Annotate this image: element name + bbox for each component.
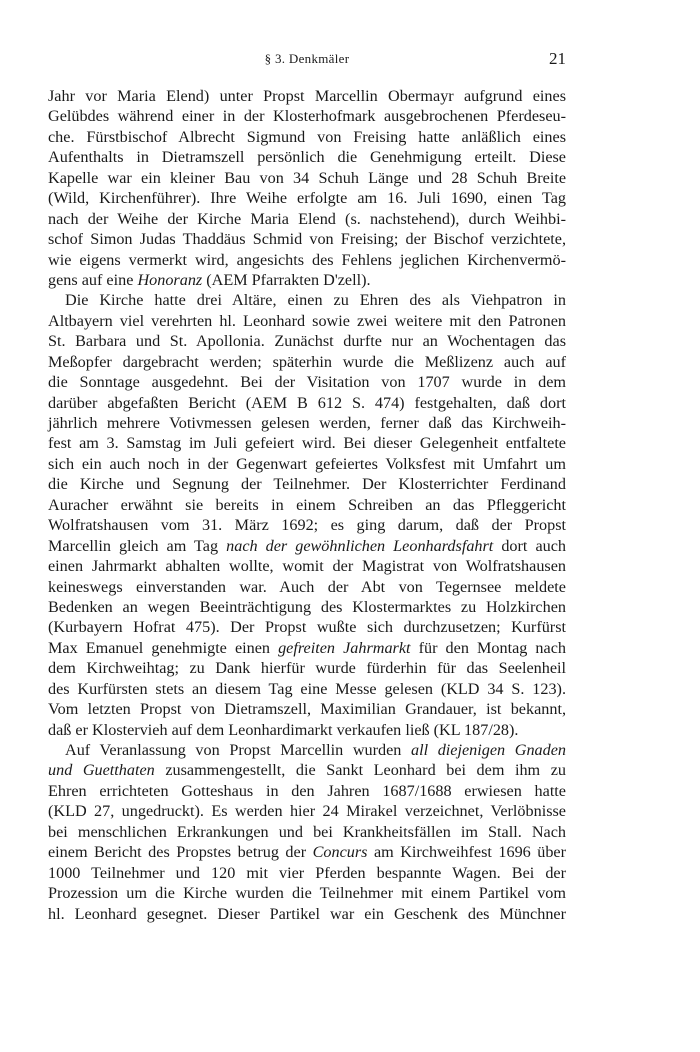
- text-run: gens auf eine: [48, 270, 138, 289]
- text-run: Bedenken an wegen Beeinträchtigung des Klostermarktes zu Holzkirchen: [48, 597, 566, 616]
- text-run: dort auch: [493, 536, 567, 555]
- text-line: [48, 352, 566, 372]
- text-line: [48, 740, 566, 760]
- text-run: Marcellin gleich am Tag: [48, 536, 227, 555]
- text-line: [48, 883, 566, 903]
- text-line: [48, 699, 566, 719]
- text-line: [48, 106, 566, 126]
- italic-phrase: gefreiten Jahrmarkt: [278, 638, 411, 657]
- text-line: [48, 842, 566, 862]
- text-line: [48, 515, 566, 535]
- text-run: hl. Leonhard gesegnet. Dieser Partikel war ein Geschenk des Münchner: [48, 904, 566, 923]
- italic-phrase: Concurs: [312, 843, 368, 862]
- text-line: [48, 904, 566, 924]
- text-run: che. Fürstbischof Albrecht Sigmund von Freising hatte anläßlich eines: [48, 127, 566, 146]
- text-run: Die Kirche hatte drei Altäre, einen zu Ehren des als Viehpatron in: [65, 291, 566, 310]
- text-line: [48, 638, 566, 658]
- text-run: Gelübdes während einer in der Klosterhofmark ausgebrochenen Pferdeseu-: [48, 107, 566, 126]
- text-line: [48, 250, 566, 270]
- text-line: [48, 760, 566, 780]
- text-run: Jahr vor Maria Elend) unter Propst Marcellin Obermayr aufgrund eines: [48, 87, 566, 105]
- text-run: des Kurfürsten stets an diesem Tag eine Messe gelesen (KLD 34 S. 123).: [48, 679, 566, 698]
- text-run: (KLD 27, ungedruckt). Es werden hier 24 Mirakel verzeichnet, Verlöbnisse: [48, 802, 566, 821]
- page-header: [48, 49, 566, 73]
- text-run: dem Kirchweihtag; zu Dank hierfür wurde fürderhin für das Seelenheil: [48, 659, 566, 678]
- text-line: [48, 372, 566, 392]
- italic-phrase: und Guetthaten: [48, 761, 155, 780]
- text-line: [48, 290, 566, 310]
- italic-phrase: all diejenigen Gnaden: [411, 741, 567, 759]
- text-line: [48, 801, 566, 821]
- text-run: Prozession um die Kirche wurden die Teilnehmer mit einem Partikel vom: [48, 884, 566, 903]
- text-run: Ehren errichteten Gotteshaus in den Jahren 1687/1688 erwiesen hatte: [48, 781, 566, 800]
- text-run: zusammengestellt, die Sankt Leonhard bei dem ihm zu: [154, 761, 566, 780]
- text-run: Wolfratshausen vom 31. März 1692; es ging darum, daß der Propst: [48, 516, 566, 535]
- text-run: Meßopfer dargebracht werden; späterhin wurde die Meßlizenz auch auf: [48, 352, 566, 371]
- text-line: [48, 495, 566, 515]
- text-run: (AEM Pfarrakten D'zell).: [202, 270, 371, 289]
- text-run: Max Emanuel genehmigte einen: [48, 638, 279, 657]
- text-line: [48, 822, 566, 842]
- text-run: für den Montag nach: [410, 638, 566, 657]
- text-line: [48, 577, 566, 597]
- text-run: darüber abgefaßten Bericht (AEM B 612 S. 474) festgehalten, daß dort: [48, 393, 566, 412]
- text-run: Aufenthalts in Dietramszell persönlich die Genehmigung erteilt. Diese: [48, 148, 566, 167]
- text-run: fest am 3. Samstag im Juli gefeiert wird. Bei dieser Gelegenheit entfaltete: [48, 434, 566, 453]
- text-line: [48, 658, 566, 678]
- text-run: jährlich mehrere Votivmessen gelesen werden, ferner daß das Kirchweih-: [48, 414, 566, 432]
- text-run: (Kurbayern Hofrat 475). Der Propst wußte sich durchzusetzen; Kurfürst: [48, 618, 566, 637]
- text-run: sich ein auch noch in der Gegenwart gefeiertes Volksfest mit Umfahrt um: [48, 454, 566, 473]
- text-run: die Sonntage ausgedehnt. Bei der Visitation von 1707 wurde in dem: [48, 373, 566, 392]
- text-run: wie eigens vermerkt wird, angesichts des Fehlens jeglichen Kirchenvermö-: [48, 250, 566, 269]
- text-run: Auf Veranlassung von Propst Marcellin wurden: [65, 741, 412, 759]
- text-line: [48, 311, 566, 331]
- text-run: die Kirche und Segnung der Teilnehmer. Der Klosterrichter Ferdinand: [48, 475, 566, 494]
- text-line: [48, 474, 566, 494]
- text-run: keineswegs einverstanden war. Auch der Abt von Tegernsee meldete: [48, 577, 566, 596]
- text-run: nach der Weihe der Kirche Maria Elend (s. nachstehend), durch Weihbi-: [48, 209, 566, 228]
- italic-phrase: nach der gewöhnlichen Leonhardsfahrt: [226, 536, 494, 555]
- page-number: 21: [549, 49, 566, 68]
- italic-phrase: Honoranz: [137, 270, 203, 289]
- text-line: [48, 393, 566, 413]
- text-line: [48, 556, 566, 576]
- text-line: [48, 413, 566, 433]
- text-line: [48, 229, 566, 249]
- text-run: daß er Klostervieh auf dem Leonhardimarkt verkaufen ließ (KL 187/28).: [48, 720, 519, 739]
- text-line: [48, 331, 566, 351]
- text-line: [48, 863, 566, 883]
- text-run: bei menschlichen Erkrankungen und bei Krankheitsfällen im Stall. Nach: [48, 822, 566, 841]
- text-run: einem Bericht des Propstes betrug der: [48, 843, 313, 862]
- body-text: [48, 86, 566, 924]
- text-line: [48, 209, 566, 229]
- text-line: [48, 127, 566, 147]
- text-line: [48, 86, 566, 106]
- text-line: [48, 536, 566, 556]
- text-line: [48, 679, 566, 699]
- text-run: St. Barbara und St. Apollonia. Zunächst durfte nur an Wochentagen das: [48, 332, 566, 351]
- text-line: [48, 188, 566, 208]
- text-run: (Wild, Kirchenführer). Ihre Weihe erfolgte am 16. Juli 1690, einen Tag: [48, 189, 566, 208]
- text-run: einen Jahrmarkt abhalten wollte, womit der Magistrat von Wolfratshausen: [48, 557, 566, 576]
- running-head: § 3. Denkmäler: [264, 51, 350, 66]
- text-run: Altbayern viel verehrten hl. Leonhard sowie zwei weitere mit den Patronen: [48, 311, 566, 330]
- text-run: schof Simon Judas Thaddäus Schmid von Freising; der Bischof verzichtete,: [48, 230, 566, 249]
- text-line: [48, 617, 566, 637]
- text-run: 1000 Teilnehmer und 120 mit vier Pferden bespannte Wagen. Bei der: [48, 863, 566, 882]
- text-line: [48, 270, 566, 290]
- text-line: [48, 168, 566, 188]
- text-line: [48, 720, 566, 740]
- text-line: [48, 597, 566, 617]
- text-line: [48, 433, 566, 453]
- text-run: Kapelle war ein kleiner Bau von 34 Schuh Länge und 28 Schuh Breite: [48, 168, 566, 187]
- text-line: [48, 454, 566, 474]
- text-run: Vom letzten Propst von Dietramszell, Maximilian Grandauer, ist bekannt,: [48, 700, 566, 719]
- text-run: Auracher erwähnt sie bereits in einem Schreiben an das Pfleggericht: [48, 495, 566, 514]
- text-run: am Kirchweihfest 1696 über: [367, 843, 566, 862]
- text-line: [48, 781, 566, 801]
- text-line: [48, 147, 566, 167]
